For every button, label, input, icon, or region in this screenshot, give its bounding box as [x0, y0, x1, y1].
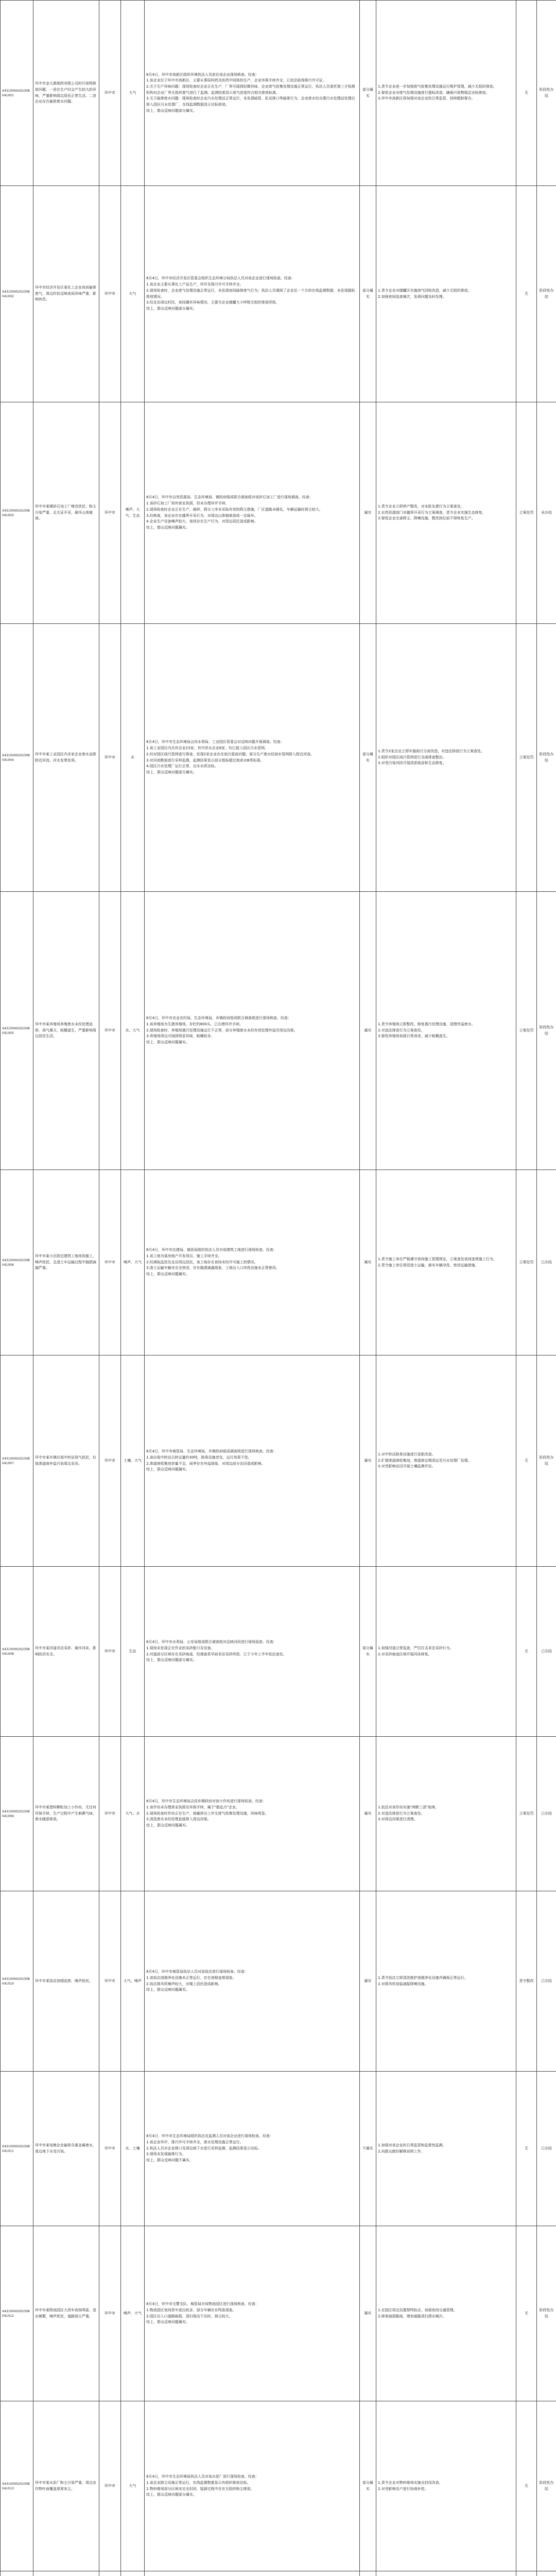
investigation-findings — [145, 1891, 360, 2072]
investigation-findings-line: 1.该砂石加工厂持有营业执照，但未办理环评手续。 — [146, 501, 229, 506]
case-number: X4310000202308041003 — [1, 402, 33, 624]
investigation-findings-line: 8月4日，环中市交警支队、城管局对该物流园区进行现场核查。经查： — [146, 2302, 259, 2307]
rectification-measures-line: 2.扩建渗滤液收集池，渗滤液定期清运至污水处理厂处理。 — [378, 1458, 472, 1463]
investigation-findings-line: 3.对河流断面进行采样监测，监测结果显示部分指标超过地表水Ⅲ类标准。 — [146, 758, 264, 762]
complaint-content: 环中市某镇砂石加工厂噪音扰民、粉尘污染严重，且无证开采，破坏山体植被。 — [33, 402, 99, 624]
pollution-type: 土壤、大气 — [121, 1355, 145, 1567]
rectification-measures-line: 2.对违法排放行为立案查处。 — [378, 1811, 425, 1816]
rectification-measures-line: 3.督促养殖场加强日常消杀，减少蚊蝇滋生。 — [378, 1034, 450, 1039]
investigation-findings-line: 3.经核查，该企业存在越界开采行为，对周边山体植被造成一定破坏。 — [146, 513, 258, 518]
closure-status: 已办结 — [537, 1170, 556, 1355]
investigation-findings-line: 1.该企业主要从事化工产品生产，环评及排污许可手续齐全。 — [146, 282, 244, 287]
investigation-findings-line: 1.物流园区夜间货车进出较多，部分车辆存在鸣笛现象。 — [146, 2308, 236, 2312]
administrative-area: 环中市 — [99, 1355, 121, 1567]
investigation-findings-line: 3.渣土运输车辆未完全密闭，存在抛洒滴漏现象，工地出入口冲洗设施未正常使用。 — [146, 1266, 280, 1270]
rectification-measures-line: 2.对受影响农户进行协商补偿。 — [378, 2486, 428, 2491]
case-number: X4310000202308041011 — [1, 2072, 33, 2226]
investigation-findings-line: 1.该企业除尘设施正常运行，在线监测数据显示有组织排放达标。 — [146, 2480, 251, 2485]
rectification-measures — [376, 1355, 516, 1567]
complaint-content: 环中市某电镀企业偷排含重金属废水，周边地下水受污染。 — [33, 2072, 99, 2226]
investigation-findings — [145, 2401, 360, 2571]
complaint-content: 环中市金元素制药有限公司的污染物排放问题，一是在生产时会产生较大的异味，严重影响周边居民正常生活。二是企业存在偷排废水问题。 — [33, 1, 99, 186]
verification-status: 属实 — [360, 1355, 376, 1567]
investigation-findings-line: 8月4日，环中市住建局、城管局组织执法人员对该建筑工地进行现场检查。经查： — [146, 1248, 277, 1252]
pollution-type: 噪声、大气 — [121, 2226, 145, 2401]
verification-status: 部分属实 — [360, 1, 376, 186]
administrative-area: 环中市 — [99, 1170, 121, 1355]
investigation-findings-line: 1.该工业园区内共有企业23家，其中涉水企业8家，均已接入园区污水管网。 — [146, 746, 269, 751]
table-row — [1, 2072, 556, 2226]
table-row — [1, 1567, 556, 1737]
accountability: 立案处罚 — [516, 1737, 537, 1891]
rectification-measures-line: 2.对采砂痕迹区域开展河床修复。 — [378, 1652, 432, 1656]
closure-status: 未办结 — [537, 402, 556, 624]
investigation-findings-line: 8月4日，环中市生态环境局会同水利局、工业园区管委会对反映问题开展调查。经查： — [146, 740, 284, 744]
case-number: X4310000202308041009 — [1, 1737, 33, 1891]
investigation-findings-line: 综上，群众反映问题属实。 — [146, 1272, 189, 1277]
closure-status: 已办结 — [537, 1567, 556, 1737]
verification-status: 属实 — [360, 402, 376, 624]
table-row — [1, 1355, 556, 1567]
investigation-findings-line: 2.经对园区雨污管网进行排查，发现2家企业存在雨污混流问题，部分生产废水经雨水管网排入附近河流。 — [146, 752, 315, 756]
pollution-type: 大气 — [121, 1, 145, 186]
accountability: 无 — [516, 2401, 537, 2571]
administrative-area: 环中市 — [99, 1567, 121, 1737]
complaint-content: 环中市某水泥厂粉尘污染严重，周边农作物叶面覆盖厚厚灰尘。 — [33, 2401, 99, 2571]
investigation-findings-line: 2.现场检查时，企业废气处理设施正常运行，未发现夜间偷排废气行为；执法人员调阅了企业近一个月的在线监测数据，未发现超标排放情况。 — [146, 288, 355, 299]
complaint-content: 环中市某养殖场养殖废水未经处理直排，臭气熏天，蚊蝇滋生，严重影响周边居民生活。 — [33, 892, 99, 1170]
closure-status: 阶段性办结 — [537, 2401, 556, 2571]
rectification-measures-line: 2.督促企业对废气处理设施进行提标改造，确保污染物稳定达标排放。 — [378, 90, 490, 95]
administrative-area: 环中市 — [99, 2401, 121, 2571]
investigation-findings-line: 2.现场检查时，养殖场粪污处理设施运行不正常，部分养殖废水未经有效处理外溢至周边沟渠。 — [146, 1028, 298, 1032]
table-row — [1, 1891, 556, 2072]
closure-status: 阶段性办结 — [537, 186, 556, 402]
investigation-findings-line: 3.清洗废水未经处理直接排入周边沟渠。 — [146, 1817, 211, 1822]
rectification-measures-line: 2.对排风机加装减振降噪设施。 — [378, 1981, 428, 1986]
rectification-measures-line: 1.责令企业对储罐区实施油气回收改造，减少无组织排放。 — [378, 288, 472, 293]
rectification-measures-line: 2.自然资源部门对越界开采行为立案调查，责令企业实施生态修复。 — [378, 510, 486, 515]
investigation-findings-line: 2.现场检查时作坊正在生产，熔融挤出工序无废气收集处理设施，异味明显。 — [146, 1811, 269, 1816]
administrative-area: 环中市 — [99, 1891, 121, 2072]
investigation-findings-line: 8月4日，环中市城管局、生态环境局、乡镇政府组成调查组进行现场核查。经查： — [146, 1449, 277, 1454]
rectification-measures — [376, 186, 516, 402]
verification-status: 部分属实 — [360, 2401, 376, 2571]
rectification-measures — [376, 2401, 516, 2571]
pollution-type: 水、大气 — [121, 892, 145, 1170]
investigation-findings — [145, 402, 360, 624]
rectification-measures — [376, 2226, 516, 2401]
rectification-measures-line: 2.对违法排放行为立案查处。 — [378, 1028, 425, 1032]
pollution-type: 大气 — [121, 186, 145, 402]
investigation-findings-line: 8月4日，环中市城管局执法人员对该饭店进行现场检查。经查： — [146, 1970, 248, 1974]
table-row — [1, 624, 556, 892]
pollution-type: 大气、噪声 — [121, 1891, 145, 2072]
rectification-measures-line: 2.责令施工单位规范渣土运输，落实车辆冲洗、密闭运输措施。 — [378, 1263, 479, 1267]
investigation-findings — [145, 1170, 360, 1355]
rectification-measures-line: 2.修复破损路面，增加道路清扫洒水频次。 — [378, 2314, 446, 2318]
rectification-measures-line: 1.责令企业进一步加强废气收集处理设施运行维护管理，减少无组织排放。 — [378, 84, 497, 89]
verification-status: 部分属实 — [360, 186, 376, 402]
case-number: X4310000202308041008 — [1, 1567, 33, 1737]
investigation-findings-line: 1.该垃圾中转站日转运量约30吨，除臭设施老化，运行效果不佳。 — [146, 1455, 252, 1460]
rectification-measures-line: 1.责令施工单位严格遵守夜间施工管理规定，立案查处夜间违规施工行为。 — [378, 1257, 497, 1261]
rectification-measures — [376, 402, 516, 624]
closure-status: 阶段性办结 — [537, 2226, 556, 2401]
closure-status: 已办结 — [537, 2072, 556, 2226]
investigation-findings-line: 3.经走访周边村民，夜间偶有异味情况，主要为企业储罐大小呼吸无组织排放所致。 — [146, 300, 280, 305]
rectification-measures — [376, 1737, 516, 1891]
investigation-findings-line: 综上，群众反映问题部分属实。 — [146, 2493, 197, 2497]
investigation-findings-line: 1.现场未发现正在作业的采砂船只及设备。 — [146, 1646, 215, 1650]
verification-status: 属实 — [360, 1891, 376, 2072]
investigation-findings — [145, 1, 360, 186]
case-number: X4310000202308041012 — [1, 2226, 33, 2401]
verification-status: 属实 — [360, 892, 376, 1170]
pollution-type: 噪声、大气、生态 — [121, 402, 145, 624]
investigation-findings-line: 2.物料堆场部分区域未完全封闭，装卸过程中存在无组织粉尘排放。 — [146, 2486, 254, 2491]
rectification-measures — [376, 1891, 516, 2072]
rectification-measures-line: 3.对受影响农田开展土壤监测评估。 — [378, 1464, 436, 1469]
complaint-content — [33, 2571, 99, 2576]
pollution-type: 噪声、大气 — [121, 1170, 145, 1355]
verification-status: 属实 — [360, 1737, 376, 1891]
accountability: 立案处罚 — [516, 1170, 537, 1355]
investigation-findings-line: 综上，群众反映问题不属实。 — [146, 2158, 193, 2163]
rectification-measures-line: 1.对中转站除臭设施进行更新改造。 — [378, 1452, 436, 1456]
table-row — [1, 1, 556, 186]
administrative-area: 环中市 — [99, 1, 121, 186]
administrative-area: 环中市 — [99, 624, 121, 892]
verification-status: 不属实 — [360, 2072, 376, 2226]
table-row — [1, 2401, 556, 2571]
investigation-findings-line: 4.企业生产设备噪声较大，夜间存在生产行为，对周边居民造成影响。 — [146, 519, 258, 524]
investigation-findings-line: 1.该作坊未办理营业执照及环保手续，属于"散乱污"企业。 — [146, 1805, 240, 1809]
rectification-measures-line: 1.在园区周边设置禁鸣标志，加强夜间交通管理。 — [378, 2308, 457, 2312]
case-number: X4310000202308041004 — [1, 624, 33, 892]
complaint-content: 环中市某乡镇垃圾中转站臭气扰民，垃圾渗滤液外溢污染周边农田。 — [33, 1355, 99, 1567]
pollution-type: 水 — [121, 624, 145, 892]
investigation-findings — [145, 2571, 360, 2576]
investigation-findings-line: 2.河道部分区域存在采砂痕迹，经调查系早前非法采砂所致，已于今年上半年依法查处。 — [146, 1652, 287, 1656]
investigation-findings-line: 2.关于生产异味问题：现场检查时企业正在生产，厂界可闻到轻微异味，企业废气收集处理设施正常运行，执法人员委托第三方检测机构对企业厂界无组织废气进行了监测，监测结果显示臭气浓度符合相关排放标准。 — [146, 84, 355, 95]
investigation-findings-line: 8月4日，环中市生态环境局组织执法及监测人员对该企业进行现场检查。经查： — [146, 2134, 273, 2139]
table-row — [1, 1737, 556, 1891]
investigation-findings-line: 3.关于偷排废水问题：现场检查时企业污水处理站正常运行，未发现暗管、私设排口等偷排行为，企业废水经自建污水处理站处理后排入园区污水处理厂，在线监测数据显示达标排放。 — [146, 96, 355, 107]
case-number: X4310000202308041002 — [1, 186, 33, 402]
pollution-type: 水、土壤 — [121, 2072, 145, 2226]
rectification-measures-line: 3.对受污染河段开展清淤疏浚和生态修复。 — [378, 761, 446, 766]
investigation-findings-line: 综上，群众反映问题属实。 — [146, 1040, 189, 1045]
administrative-area: 环中市 — [99, 186, 121, 402]
table-row — [1, 1170, 556, 1355]
case-number: X4310000202308041001 — [1, 1, 33, 186]
case-number — [1, 2571, 33, 2576]
closure-status: 阶段性办结 — [537, 1355, 556, 1567]
table-row — [1, 892, 556, 1170]
pollution-type: 大气、水 — [121, 1737, 145, 1891]
accountability: 立案处罚 — [516, 624, 537, 892]
accountability: 无 — [516, 1567, 537, 1737]
investigation-findings-line: 综上，群众反映问题属实。 — [146, 2320, 189, 2325]
table-row — [1, 186, 556, 402]
investigation-findings-line: 1.该饭店油烟净化设施未正常运行，存在油烟直排现象。 — [146, 1975, 236, 1980]
investigation-findings — [145, 186, 360, 402]
rectification-measures-line: 3.督促企业完善降尘、降噪设施，整改到位前不得恢复生产。 — [378, 516, 475, 521]
complaint-content: 环中市某物流园区大货车夜间鸣笛、进出频繁，噪声扰民，道路扬尘严重。 — [33, 2226, 99, 2401]
investigation-findings-line: 8月4日，环中市水利局、公安局组成联合调查组对反映河段进行现场巡查。经查： — [146, 1640, 277, 1645]
table-row — [1, 402, 556, 624]
complaint-content: 环中市某小区附近建筑工地夜间施工，噪声扰民，且渣土车运输过程中抛洒滴漏严重。 — [33, 1170, 99, 1355]
investigation-findings — [145, 1567, 360, 1737]
administrative-area — [99, 2571, 121, 2576]
rectification-measures-line: 3.对周边沟渠进行清理。 — [378, 1817, 418, 1822]
administrative-area: 环中市 — [99, 2226, 121, 2401]
rectification-measures-line: 1.加强对该企业的日常监管和监督性监测。 — [378, 2143, 446, 2147]
accountability: 立案处罚 — [516, 892, 537, 1170]
administrative-area: 环中市 — [99, 402, 121, 624]
investigation-findings-line: 综上，群众反映问题部分属实。 — [146, 770, 197, 774]
accountability: 无 — [516, 2072, 537, 2226]
table-row — [1, 2571, 556, 2576]
closure-status: 阶段性办结 — [537, 892, 556, 1170]
verification-status: 属实 — [360, 1170, 376, 1355]
investigation-findings — [145, 624, 360, 892]
table-row — [1, 2226, 556, 2401]
closure-status — [537, 2571, 556, 2576]
pollution-type: 生态 — [121, 1567, 145, 1737]
investigation-findings-line: 2.饭店排风机噪声较大，对楼上居民造成影响。 — [146, 1981, 222, 1986]
rectification-measures-line: 3.环中市高新区将加强对该企业的日常监管，持续跟踪督办。 — [378, 96, 475, 101]
accountability — [516, 2571, 537, 2576]
rectification-measures-line: 2.向群众做好解释说明工作。 — [378, 2149, 425, 2154]
investigation-findings-line: 1.该企业环评、排污许可手续齐全，废水处理设施正常运行。 — [146, 2140, 244, 2144]
investigation-findings-line: 综上，群众反映问题属实。 — [146, 1467, 189, 1472]
administrative-area: 环中市 — [99, 1737, 121, 1891]
investigation-findings-line: 综上，群众反映问题部分属实。 — [146, 306, 197, 311]
rectification-measures — [376, 2072, 516, 2226]
complaint-content: 环中市某河道非法采砂，破坏河床，影响防洪安全。 — [33, 1567, 99, 1737]
verification-status: 部分属实 — [360, 1567, 376, 1737]
administrative-area: 环中市 — [99, 2072, 121, 2226]
case-number: X4310000202308041013 — [1, 2401, 33, 2571]
investigation-findings — [145, 892, 360, 1170]
investigation-findings — [145, 1737, 360, 1891]
rectification-measures-line: 1.依法对该作坊实施"两断三清"取缔。 — [378, 1805, 439, 1809]
administrative-area: 环中市 — [99, 892, 121, 1170]
rectification-measures — [376, 892, 516, 1170]
rectification-measures — [376, 1170, 516, 1355]
rectification-measures-line: 1.责令养殖场立即整改，修复粪污处理设施，清理外溢废水。 — [378, 1022, 475, 1026]
pollution-type — [121, 2571, 145, 2576]
verification-status: 属实 — [360, 2226, 376, 2401]
accountability: 责令整改 — [516, 1891, 537, 2072]
investigation-findings-line: 1.该工地为某房地产开发项目，施工手续齐全。 — [146, 1253, 222, 1258]
investigation-findings-line: 综上，群众反映问题属实。 — [146, 1823, 189, 1828]
investigation-findings-line: 1.该企业位于环中市高新区，主要从事原料药及医药中间体的生产，企业环保手续齐全，已依法取得排污许可证。 — [146, 78, 326, 83]
accountability: 无 — [516, 1355, 537, 1567]
rectification-measures-line: 1.责令企业对物料堆场实施全封闭改造。 — [378, 2480, 443, 2485]
case-number: X4310000202308041007 — [1, 1355, 33, 1567]
investigation-findings — [145, 2072, 360, 2226]
investigation-findings-line: 8月4日，环中市高新区组织环境执法人员前往该企业现场核查。经查： — [146, 72, 259, 77]
investigation-findings-line: 3.养殖场周边可闻到明显异味，蚊蝇较多。 — [146, 1034, 215, 1039]
accountability: 无 — [516, 1, 537, 186]
investigation-findings-line: 综上，群众反映问题属实。 — [146, 1988, 189, 1992]
closure-status: 阶段性办结 — [537, 624, 556, 892]
investigation-findings-line: 8月4日，环中市农业农村局、生态环境局、乡镇政府组成联合调查组进行现场核查。经查： — [146, 1016, 291, 1021]
complaint-content: 环中市经济开发区某化工企业夜间偷排废气，周边村民反映夜间异味严重，影响休息。 — [33, 186, 99, 402]
case-number: X4310000202308041010 — [1, 1891, 33, 2072]
investigation-findings-line: 8月4日，环中市生态环境局执法人员对该水泥厂进行现场检查。经查： — [146, 2475, 259, 2479]
rectification-measures-line: 2.组织对园区雨污管网进行全面排查整治。 — [378, 755, 446, 759]
investigation-findings-line: 综上，群众反映问题部分属实。 — [146, 108, 197, 113]
investigation-findings-line: 2.执法人员对企业排口及周边地下水进行采样监测，监测结果显示达标。 — [146, 2146, 262, 2150]
investigation-findings-line: 2.经调取监控及走访周边居民，该工地存在夜间未经许可施工的情况。 — [146, 1260, 258, 1264]
complaint-content: 环中市某工业园区内多家企业废水直排附近河流，河水发黑发臭。 — [33, 624, 99, 892]
rectification-measures-line: 1.加强河道日常巡查，严厉打击非法采砂行为。 — [378, 1646, 454, 1650]
complaint-content: 环中市某饭店油烟直排，噪声扰民。 — [33, 1891, 99, 2072]
investigation-findings-line: 1.该养殖场为生猪养殖场，存栏约800头，已办理环评手续。 — [146, 1022, 244, 1026]
accountability: 立案处罚 — [516, 402, 537, 624]
rectification-measures-line: 1.责令饭店立即清洗维护油烟净化设施并确保正常运行。 — [378, 1975, 468, 1980]
closure-status: 已办结 — [537, 1891, 556, 2072]
rectification-measures — [376, 1567, 516, 1737]
verification-status — [360, 2571, 376, 2576]
investigation-findings-line: 综上，群众反映问题部分属实。 — [146, 1658, 197, 1663]
closure-status: 已办结 — [537, 1737, 556, 1891]
investigation-findings-line: 综上，群众反映问题属实。 — [146, 525, 189, 530]
investigation-findings — [145, 2226, 360, 2401]
investigation-findings-line: 3.现场未发现偷排行为。 — [146, 2152, 186, 2157]
rectification-measures-line: 1.责令2家企业立即实施雨污分流改造，对违法排放行为立案查处。 — [378, 749, 485, 753]
investigation-findings-line: 8月4日，环中市生态环境局会同乡镇政府对该小作坊进行现场检查。经查： — [146, 1799, 266, 1804]
accountability: 无 — [516, 2226, 537, 2401]
rectification-measures-line: 1.责令企业立即停产整改，对未批先建行为立案查处。 — [378, 504, 464, 509]
closure-status: 阶段性办结 — [537, 1, 556, 186]
accountability: 无 — [516, 186, 537, 402]
rectification-measures — [376, 1, 516, 186]
investigation-findings-line: 2.现场检查时企业正在生产，破碎、筛分工序未采取有效的降尘措施，厂区道路未硬化，车辆运输时扬尘较大。 — [146, 507, 323, 512]
investigation-findings-line: 2.渗滤液收集池容量不足，雨季存在外溢现象，对周边部分农田造成影响。 — [146, 1461, 265, 1466]
case-number: X4310000202308041005 — [1, 892, 33, 1170]
investigation-findings-line: 8月4日，环中市自然资源局、生态环境局、镇政府组成联合调查组对该砂石加工厂进行现场调查。经查： — [146, 495, 313, 500]
investigation-findings-line: 4.园区污水处理厂运行正常，出水水质达标。 — [146, 764, 218, 769]
rectification-measures — [376, 2571, 516, 2576]
investigation-findings — [145, 1355, 360, 1567]
complaint-content: 环中市某塑料颗粒加工小作坊，无任何环保手续，生产过程中产生刺鼻气味，废水随意排放。 — [33, 1737, 99, 1891]
rectification-measures-line: 2.加强夜间巡查频次，发现问题及时处理。 — [378, 294, 446, 299]
investigation-findings-line: 2.园区出入口道路破损，清扫保洁不及时，扬尘较大。 — [146, 2314, 233, 2318]
investigation-findings-line: 8月4日，环中市经济开发区管委会组织生态环境分局执法人员对该企业进行现场检查。经查： — [146, 276, 295, 281]
verification-status: 部分属实 — [360, 624, 376, 892]
pollution-type: 大气 — [121, 2401, 145, 2571]
rectification-measures — [376, 624, 516, 892]
case-number: X4310000202308041006 — [1, 1170, 33, 1355]
